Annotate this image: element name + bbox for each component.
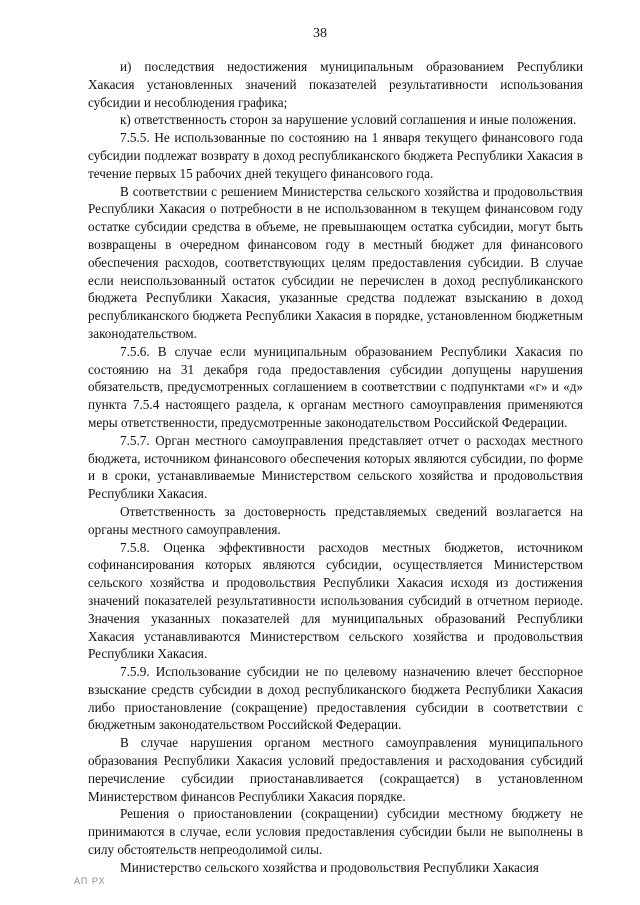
paragraph: 7.5.8. Оценка эффективности расходов местных бюджетов, источником софинансирования которых являются субсидии, осуществляется Министерством сельского хозяйства и продовольствия Республики Хакасия исходя из достижения значений показателей результативности использования субсидий в отчетном периоде. Значения указанных показателей для муниципальных образований Республики Хакасия устанавливаются Министерством сельского хозяйства и продовольствия Республики Хакасия. [88, 539, 583, 662]
paragraph: к) ответственность сторон за нарушение условий соглашения и иные положения. [120, 112, 577, 128]
paragraph: 7.5.6. В случае если муниципальным образованием Республики Хакасия по состоянию на 31 декабря года предоставления субсидии допущены нарушения обязательств, предусмотренных соглашением в соответствии с подпунктами «г» и «д» пункта 7.5.4 настоящего раздела, к органам местного самоуправления применяются меры ответственности, предусмотренные законодательством Российской Федерации. [88, 343, 583, 430]
paragraph: 7.5.7. Орган местного самоуправления представляет отчет о расходах местного бюджета, источником финансового обеспечения которых являются субсидии, по форме и в сроки, устанавливаемые Министерством сельского хозяйства и продовольствия Республики Хакасия. [88, 432, 583, 502]
paragraph: Решения о приостановлении (сокращении) субсидии местному бюджету не принимаются в случае, если условия предоставления субсидии были не выполнены в силу обстоятельств непреодолимой силы. [88, 806, 583, 858]
paragraph: Министерство сельского хозяйства и продовольствия Республики Хакасия [120, 859, 539, 875]
paragraph: Ответственность за достоверность представляемых сведений возлагается на органы местного самоуправления. [88, 503, 583, 537]
page-number: 38 [313, 26, 327, 41]
document-body [88, 58, 583, 877]
paragraph: 7.5.9. Использование субсидии не по целевому назначению влечет бесспорное взыскание средств субсидии в доход республиканского бюджета Республики Хакасия либо приостановление (сокращение) предоставления субсидии в соответствии с бюджетным законодательством Российской Федерации. [88, 664, 583, 733]
paragraph: и) последствия недостижения муниципальным образованием Республики Хакасия установленных значений показателей результативности использования субсидии и несоблюдения графика; [88, 59, 583, 110]
paragraph: В случае нарушения органом местного самоуправления муниципального образования Республики Хакасия условий предоставления и расходования субсидий перечисление субсидии приостанавливается (сокращается) в установленном Министерством финансов Республики Хакасия порядке. [88, 735, 583, 804]
paragraph: В соответствии с решением Министерства сельского хозяйства и продовольствия Республики Хакасия о потребности в не использованном в текущем финансовом году остатке субсидии средства в объеме, не превышающем остатка субсидии, могут быть возвращены в очередном финансовом году в местный бюджет для финансового обеспечения расходов, соответствующих целям предоставления субсидии. В случае если неиспользованный остаток субсидии не перечислен в доход республиканского бюджета Республики Хакасия, указанные средства подлежат взысканию в доход республиканского бюджета Республики Хакасия в порядке, установленном бюджетным законодательством. [88, 183, 583, 341]
paragraph: 7.5.5. Не использованные по состоянию на 1 января текущего финансового года субсидии подлежат возврату в доход республиканского бюджета Республики Хакасия в течение первых 15 рабочих дней текущего финансового года. [88, 130, 583, 181]
footer-mark: АП РХ [74, 876, 106, 886]
